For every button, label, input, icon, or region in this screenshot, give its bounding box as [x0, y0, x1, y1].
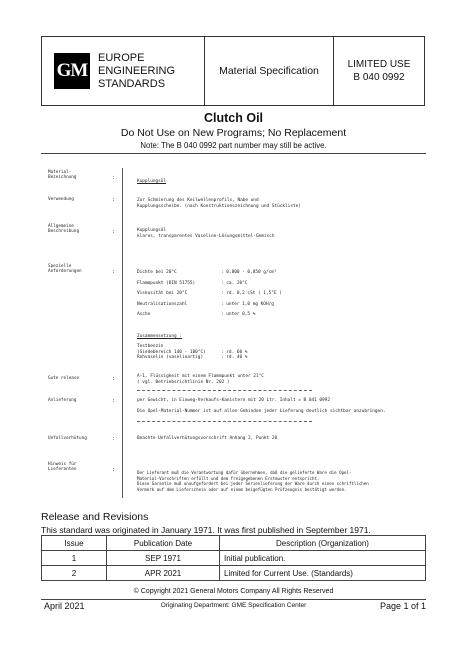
property-name: Neutralisationszahl	[137, 301, 188, 307]
property-name: Rohvaselin (vaselinartig)	[137, 355, 204, 360]
property-value: : unter 0,5 %	[221, 312, 256, 317]
status-label: LIMITED USE	[347, 59, 411, 70]
footer-date: April 2021	[44, 601, 85, 611]
scanned-spec-page: Material- Bezeichnung : Kupplungsöl Verwendung : Zur Schmierung des Keilwellenprofils, Nabe und Kupplungsscheibe. (nach Konstruktionszeichnung und Stückliste) Allgemeine Beschreibung : Kupplungsöl klares, transparentes Vaseline-Lösungsmittel-Gemisch Spezielle Anforderungen : Dichte bei 20°C : 0,800 - 0,850 g/cm³ Flammpunkt (DIN 51755) : ca. 20°C Viskosität bei 20°C : rd. 0,2 cSt ( 1,5°E ) Neutralisationszahl : unter 1,0 mg KOH/g Asche : unter 0,5 % Zusammensetzung : Testbenzin (Siedebereich 140 - 180°C) : rd. 60 % Rohvaselin (vaselinartig) : rd. 40 % Gute release : A-1, Flüssigkeit mit einem Flammpunkt unter 21°C ( vgl. Betriebsrichtlinie Nr. 202 ) Anlieferung : per Gewicht, in Einweg-Verkaufs-Kanistern mit 20 Ltr. Inhalt = B 041 0992 Die Opel-Material-Nummer ist auf allen Gebinden jeder Lieferung deutlich sichtbar anzubringen. Unfallverhütung : Beachte Unfallverhütungsvorschrift Anhang 2, Punkt 20 Hinweis für Lieferanten : Der Lieferant muß die Verantwortung dafür übernehmen, daß die gelieferte Ware die Opel- Material-Vorschriften erfüllt und dem freigegebenen Erstmuster entspricht. Diese Garantie muß unaufgefordert bei jeder Serienlieferung der Ware durch einen schriftlichen Vermerk auf dem Lieferschein oder auf einem beigefügten Prüfzeugnis bestätigt werden.	[40, 162, 428, 507]
col-issue: Issue	[42, 536, 107, 551]
scan-label: Anlieferung	[48, 398, 77, 403]
col-date: Publication Date	[107, 536, 220, 551]
scan-text: Der Lieferant muß die Verantwortung dafür übernehmen, daß die gelieferte Ware die Opel- Material-Vorschriften erfüllt und dem freigegebenen Erstmuster entspricht. Diese Garantie muß unaufgefordert bei jeder Serienlieferung der Ware durch einen schriftlichen Vermerk auf dem Lieferschein oder auf einem beigefügten Prüfzeugnis bestätigt werden.	[137, 470, 369, 492]
footer-department: Originating Department: GME Specification Center	[160, 602, 307, 609]
page-subtitle: Do Not Use on New Programs; No Replacement	[120, 127, 347, 139]
property-name: Flammpunkt (DIN 51755)	[137, 280, 196, 286]
scan-text: Kupplungsöl	[137, 179, 167, 184]
doc-status	[334, 37, 424, 105]
scan-label: Allgemeine Beschreibung	[48, 224, 80, 235]
property-name: Testbenzin (Siedebereich 140 - 180°C)	[137, 344, 206, 355]
scan-column-divider	[122, 168, 123, 498]
divider	[41, 153, 426, 154]
scan-label: Spezielle Anforderungen	[48, 264, 82, 275]
scan-text: A-1, Flüssigkeit mit einem Flammpunkt unter 21°C ( vgl. Betriebsrichtlinie Nr. 202 )	[137, 374, 264, 385]
spec-number: B 040 0992	[353, 72, 405, 83]
org-line-1: EUROPE	[98, 51, 145, 64]
issue-cell: 2	[42, 566, 107, 581]
scan-text: Beachte Unfallverhütungsvorschrift Anhang 2, Punkt 20	[137, 436, 278, 441]
revisions-table	[41, 535, 426, 581]
copyright: © Copyright 2021 General Motors Company All Rights Reserved	[133, 588, 334, 595]
org-name	[98, 52, 175, 91]
property-name: Asche	[137, 312, 151, 317]
scan-label: Unfallverhütung	[48, 436, 87, 441]
property-value: : ca. 20°C	[221, 280, 248, 286]
header-logo-cell	[42, 37, 205, 105]
composition-title: Zusammensetzung :	[137, 334, 182, 339]
table-header-row	[42, 536, 426, 551]
scan-label: Hinweis für Lieferanten	[48, 462, 77, 473]
document-header	[41, 36, 425, 106]
org-line-3: STANDARDS	[98, 77, 166, 90]
property-name: Dichte bei 20°C	[137, 270, 177, 275]
page-note: Note: The B 040 0992 part number may still be active.	[140, 141, 327, 150]
property-value: : rd. 0,2 cSt ( 1,5°E )	[221, 291, 282, 296]
col-description: Description (Organization)	[220, 536, 426, 551]
scan-label: Material- Bezeichnung	[48, 170, 77, 181]
footer-divider	[41, 599, 426, 600]
release-heading: Release and Revisions	[41, 511, 149, 523]
scan-label: Gute release	[48, 376, 80, 381]
property-value: : rd. 40 %	[221, 355, 248, 360]
org-line-2: ENGINEERING	[98, 64, 176, 77]
scan-label: Verwendung	[48, 197, 74, 202]
table-row	[42, 551, 426, 566]
issue-cell: 1	[42, 551, 107, 566]
footer-page: Page 1 of 1	[379, 601, 426, 611]
date-cell: SEP 1971	[107, 551, 220, 566]
property-name: Viskosität bei 20°C	[137, 291, 188, 296]
scan-text: Die Opel-Material-Nummer ist auf allen Gebinden jeder Lieferung deutlich sichtbar anzubringen.	[137, 409, 386, 414]
scan-text: per Gewicht, in Einweg-Verkaufs-Kanistern mit 20 Ltr. Inhalt = B 041 0992	[137, 398, 330, 403]
property-value: : unter 1,0 mg KOH/g	[221, 301, 274, 307]
scan-text: Zur Schmierung des Keilwellenprofils, Nabe und Kupplungsscheibe. (nach Konstruktionszeichnung und Stückliste)	[137, 198, 301, 209]
date-cell: APR 2021	[107, 566, 220, 581]
property-value: : rd. 60 %	[221, 349, 248, 355]
description-cell: Initial publication.	[220, 551, 426, 566]
gm-logo	[54, 53, 90, 89]
release-text: This standard was originated in January 1971. It was first published in September 1971.	[41, 525, 371, 535]
gm-logo-text: GM	[56, 60, 88, 81]
table-row	[42, 566, 426, 581]
property-value: : 0,800 - 0,850 g/cm³	[221, 270, 277, 275]
description-cell: Limited for Current Use. (Standards)	[220, 566, 426, 581]
doc-type: Material Specification	[205, 37, 334, 105]
page-title: Clutch Oil	[203, 111, 264, 125]
scan-text: Kupplungsöl klares, transparentes Vaseline-Lösungsmittel-Gemisch	[137, 228, 275, 239]
